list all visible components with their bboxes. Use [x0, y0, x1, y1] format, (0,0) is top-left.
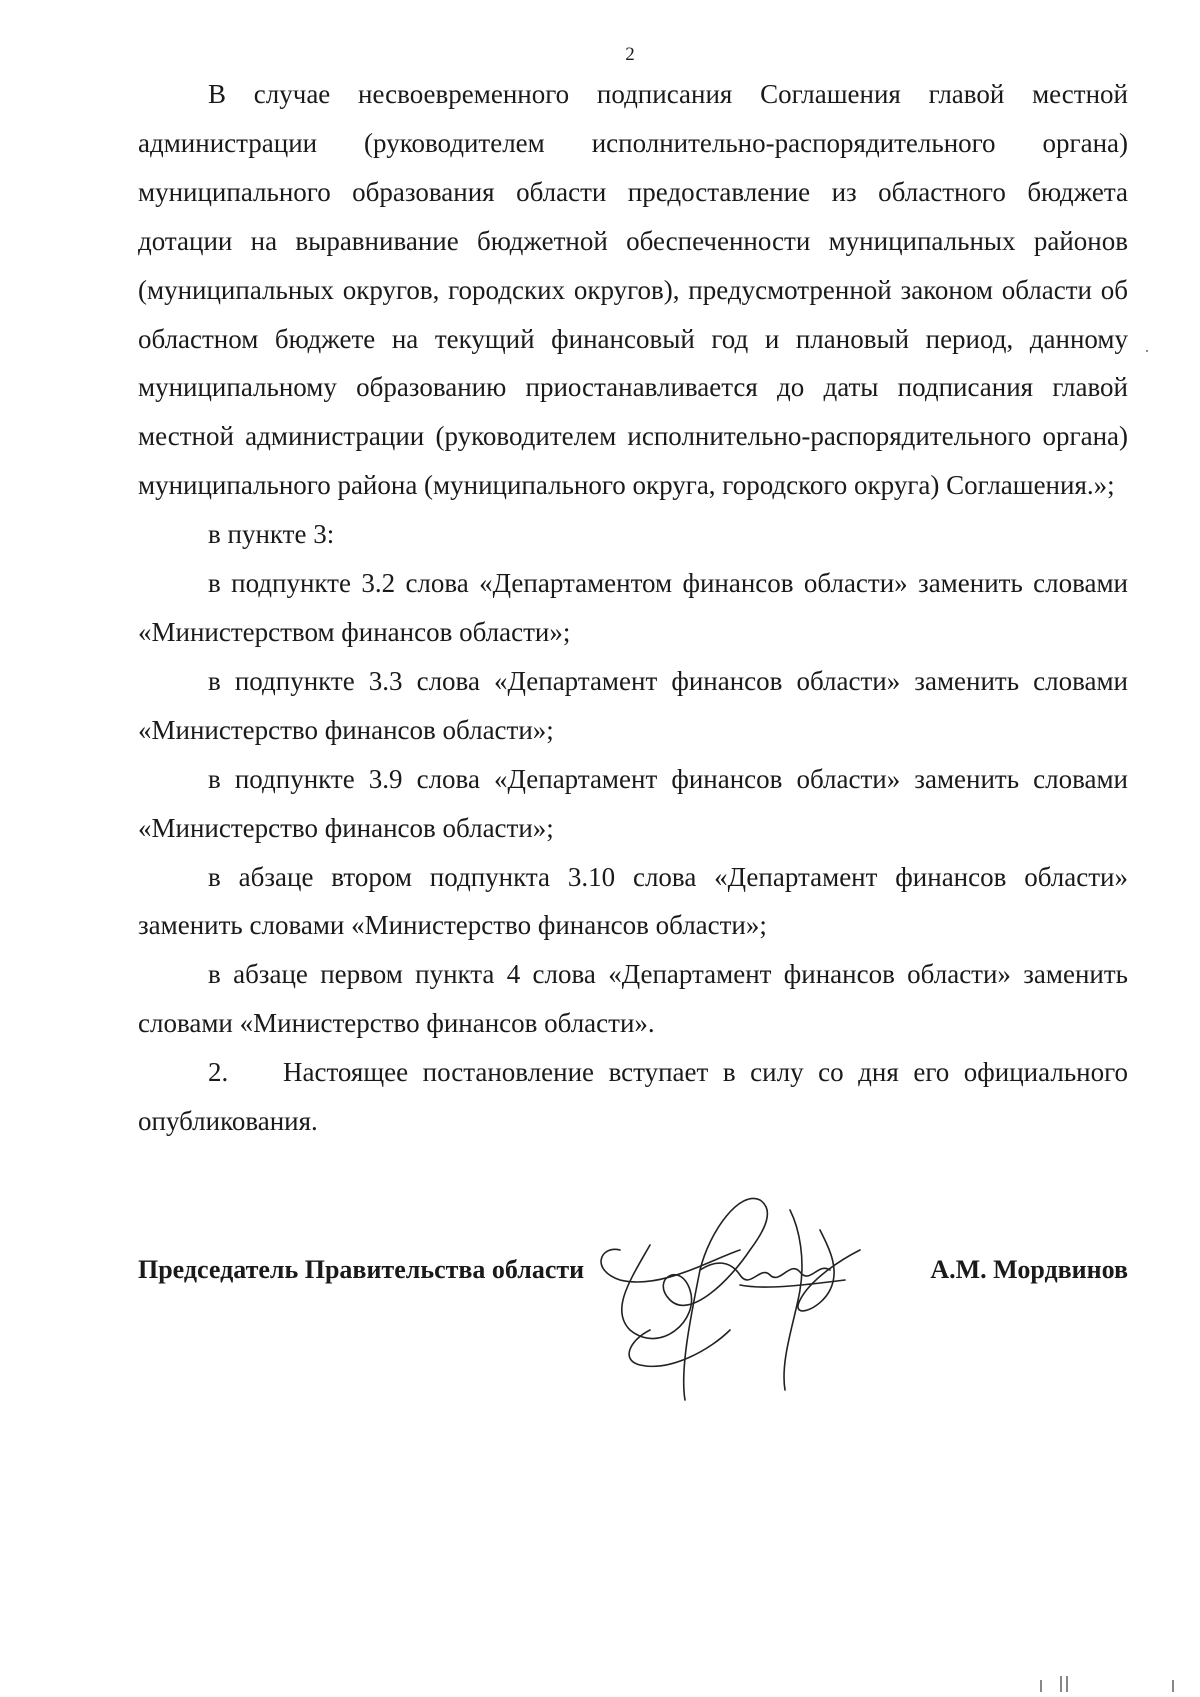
- signatory-title: Председатель Правительства области: [138, 1255, 585, 1284]
- scan-artifact: [1066, 1676, 1068, 1692]
- paragraph-point-4: в абзаце первом пункта 4 слова «Департамент финансов области» заменить словами «Министерство финансов области».: [138, 959, 1128, 1039]
- item-number: 2.: [208, 1057, 229, 1088]
- paragraph-subpoint-3-9: в подпункте 3.9 слова «Департамент финансов области» заменить словами «Министерство финансов области»;: [138, 763, 1128, 843]
- paragraph-suspension: В случае несвоевременного подписания Соглашения главой местной администрации (руководителем исполнительно-распорядительного органа) муниципального образования области предоставление из областного бюджета дотации на выравнивание бюджетной обеспеченности муниципальных районов (муниципальных округов, городских округов), предусмотренной законом области об областном бюджете на текущий финансовый год и плановый период, данному муниципальному образованию приостанавливается до даты подписания главой местной администрации (руководителем исполнительно-распорядительного органа) муниципального района (муниципального округа, городского округа) Соглашения.»;: [138, 79, 1128, 501]
- paragraph-point-3: в пункте 3:: [208, 519, 335, 550]
- scan-artifact: [1040, 1680, 1042, 1692]
- page-number: 2: [625, 44, 635, 65]
- handwritten-signature: [590, 1190, 930, 1410]
- signatory-name: А.М. Мордвинов: [930, 1255, 1128, 1284]
- document-body: [138, 70, 1128, 1146]
- scan-artifact: [1146, 350, 1148, 352]
- scan-artifact: [1060, 1676, 1062, 1692]
- scan-artifact: [1172, 1680, 1174, 1692]
- paragraph-subpoint-3-2: в подпункте 3.2 слова «Департаментом финансов области» заменить словами «Министерством финансов области»;: [138, 568, 1128, 647]
- item-text: Настоящее постановление вступает в силу со дня его официального опубликования.: [138, 1057, 1128, 1137]
- paragraph-subpoint-3-10: в абзаце втором подпункта 3.10 слова «Департамент финансов области» заменить словами «Министерство финансов области»;: [138, 861, 1128, 941]
- numbered-item-2: [138, 1048, 1128, 1146]
- paragraph-subpoint-3-3: в подпункте 3.3 слова «Департамент финансов области» заменить словами «Министерство финансов области»;: [138, 665, 1128, 745]
